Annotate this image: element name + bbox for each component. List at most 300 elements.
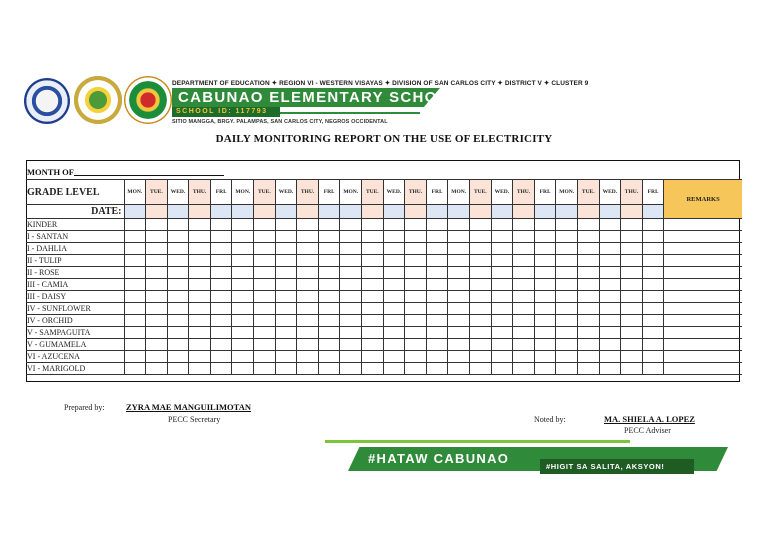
monitoring-cell[interactable] xyxy=(124,279,146,291)
monitoring-cell[interactable] xyxy=(556,327,578,339)
monitoring-cell[interactable] xyxy=(426,231,448,243)
date-cell[interactable] xyxy=(146,205,168,219)
monitoring-cell[interactable] xyxy=(362,291,384,303)
monitoring-cell[interactable] xyxy=(124,219,146,231)
monitoring-cell[interactable] xyxy=(297,267,319,279)
monitoring-cell[interactable] xyxy=(621,255,643,267)
monitoring-cell[interactable] xyxy=(534,255,556,267)
monitoring-cell[interactable] xyxy=(448,303,470,315)
monitoring-cell[interactable] xyxy=(534,351,556,363)
monitoring-cell[interactable] xyxy=(383,327,405,339)
monitoring-cell[interactable] xyxy=(405,279,427,291)
monitoring-cell[interactable] xyxy=(642,315,664,327)
monitoring-cell[interactable] xyxy=(621,243,643,255)
monitoring-cell[interactable] xyxy=(275,243,297,255)
monitoring-cell[interactable] xyxy=(167,219,189,231)
date-cell[interactable] xyxy=(534,205,556,219)
monitoring-cell[interactable] xyxy=(232,255,254,267)
monitoring-cell[interactable] xyxy=(405,339,427,351)
monitoring-cell[interactable] xyxy=(405,303,427,315)
monitoring-cell[interactable] xyxy=(448,327,470,339)
monitoring-cell[interactable] xyxy=(513,363,535,375)
monitoring-cell[interactable] xyxy=(297,255,319,267)
monitoring-cell[interactable] xyxy=(405,363,427,375)
monitoring-cell[interactable] xyxy=(470,267,492,279)
monitoring-cell[interactable] xyxy=(513,255,535,267)
monitoring-cell[interactable] xyxy=(167,303,189,315)
monitoring-cell[interactable] xyxy=(426,327,448,339)
date-cell[interactable] xyxy=(275,205,297,219)
monitoring-cell[interactable] xyxy=(362,363,384,375)
monitoring-cell[interactable] xyxy=(232,279,254,291)
monitoring-cell[interactable] xyxy=(146,243,168,255)
monitoring-cell[interactable] xyxy=(318,267,340,279)
monitoring-cell[interactable] xyxy=(448,255,470,267)
monitoring-cell[interactable] xyxy=(232,243,254,255)
date-cell[interactable] xyxy=(210,205,232,219)
monitoring-cell[interactable] xyxy=(210,243,232,255)
monitoring-cell[interactable] xyxy=(297,291,319,303)
monitoring-cell[interactable] xyxy=(621,351,643,363)
monitoring-cell[interactable] xyxy=(124,267,146,279)
monitoring-cell[interactable] xyxy=(621,327,643,339)
monitoring-cell[interactable] xyxy=(297,279,319,291)
monitoring-cell[interactable] xyxy=(189,267,211,279)
monitoring-cell[interactable] xyxy=(383,303,405,315)
monitoring-cell[interactable] xyxy=(383,243,405,255)
monitoring-cell[interactable] xyxy=(232,219,254,231)
monitoring-cell[interactable] xyxy=(426,255,448,267)
monitoring-cell[interactable] xyxy=(642,267,664,279)
monitoring-cell[interactable] xyxy=(232,315,254,327)
date-cell[interactable] xyxy=(167,205,189,219)
date-cell[interactable] xyxy=(556,205,578,219)
monitoring-cell[interactable] xyxy=(642,243,664,255)
monitoring-cell[interactable] xyxy=(448,363,470,375)
monitoring-cell[interactable] xyxy=(534,315,556,327)
date-cell[interactable] xyxy=(577,205,599,219)
monitoring-cell[interactable] xyxy=(254,351,276,363)
monitoring-cell[interactable] xyxy=(232,291,254,303)
date-cell[interactable] xyxy=(189,205,211,219)
monitoring-cell[interactable] xyxy=(362,219,384,231)
date-cell[interactable] xyxy=(642,205,664,219)
monitoring-cell[interactable] xyxy=(599,219,621,231)
monitoring-cell[interactable] xyxy=(232,327,254,339)
monitoring-cell[interactable] xyxy=(318,255,340,267)
monitoring-cell[interactable] xyxy=(556,243,578,255)
monitoring-cell[interactable] xyxy=(340,351,362,363)
remarks-cell[interactable] xyxy=(664,231,742,243)
monitoring-cell[interactable] xyxy=(491,279,513,291)
monitoring-cell[interactable] xyxy=(340,303,362,315)
monitoring-cell[interactable] xyxy=(189,255,211,267)
date-cell[interactable] xyxy=(383,205,405,219)
monitoring-cell[interactable] xyxy=(340,363,362,375)
monitoring-cell[interactable] xyxy=(318,231,340,243)
monitoring-cell[interactable] xyxy=(534,291,556,303)
monitoring-cell[interactable] xyxy=(470,351,492,363)
monitoring-cell[interactable] xyxy=(599,327,621,339)
monitoring-cell[interactable] xyxy=(146,219,168,231)
monitoring-cell[interactable] xyxy=(254,291,276,303)
monitoring-cell[interactable] xyxy=(405,351,427,363)
monitoring-cell[interactable] xyxy=(642,219,664,231)
monitoring-cell[interactable] xyxy=(405,291,427,303)
monitoring-cell[interactable] xyxy=(254,243,276,255)
monitoring-cell[interactable] xyxy=(210,363,232,375)
date-cell[interactable] xyxy=(448,205,470,219)
monitoring-cell[interactable] xyxy=(318,315,340,327)
monitoring-cell[interactable] xyxy=(621,279,643,291)
monitoring-cell[interactable] xyxy=(426,291,448,303)
monitoring-cell[interactable] xyxy=(405,327,427,339)
monitoring-cell[interactable] xyxy=(426,279,448,291)
monitoring-cell[interactable] xyxy=(318,219,340,231)
monitoring-cell[interactable] xyxy=(491,339,513,351)
monitoring-cell[interactable] xyxy=(362,243,384,255)
monitoring-cell[interactable] xyxy=(210,219,232,231)
monitoring-cell[interactable] xyxy=(146,303,168,315)
monitoring-cell[interactable] xyxy=(146,327,168,339)
monitoring-cell[interactable] xyxy=(275,303,297,315)
date-cell[interactable] xyxy=(340,205,362,219)
monitoring-cell[interactable] xyxy=(513,279,535,291)
monitoring-cell[interactable] xyxy=(642,291,664,303)
monitoring-cell[interactable] xyxy=(124,243,146,255)
monitoring-cell[interactable] xyxy=(577,243,599,255)
monitoring-cell[interactable] xyxy=(362,279,384,291)
date-cell[interactable] xyxy=(318,205,340,219)
remarks-cell[interactable] xyxy=(664,243,742,255)
monitoring-cell[interactable] xyxy=(362,255,384,267)
monitoring-cell[interactable] xyxy=(340,267,362,279)
monitoring-cell[interactable] xyxy=(318,303,340,315)
date-cell[interactable] xyxy=(254,205,276,219)
monitoring-cell[interactable] xyxy=(491,351,513,363)
monitoring-cell[interactable] xyxy=(599,303,621,315)
monitoring-cell[interactable] xyxy=(491,291,513,303)
remarks-cell[interactable] xyxy=(664,255,742,267)
monitoring-cell[interactable] xyxy=(167,243,189,255)
monitoring-cell[interactable] xyxy=(599,291,621,303)
monitoring-cell[interactable] xyxy=(448,267,470,279)
monitoring-cell[interactable] xyxy=(405,267,427,279)
monitoring-cell[interactable] xyxy=(470,363,492,375)
monitoring-cell[interactable] xyxy=(513,291,535,303)
monitoring-cell[interactable] xyxy=(318,291,340,303)
monitoring-cell[interactable] xyxy=(232,231,254,243)
monitoring-cell[interactable] xyxy=(340,339,362,351)
monitoring-cell[interactable] xyxy=(210,279,232,291)
monitoring-cell[interactable] xyxy=(534,231,556,243)
date-cell[interactable] xyxy=(124,205,146,219)
monitoring-cell[interactable] xyxy=(254,315,276,327)
monitoring-cell[interactable] xyxy=(513,303,535,315)
monitoring-cell[interactable] xyxy=(383,231,405,243)
monitoring-cell[interactable] xyxy=(491,255,513,267)
date-cell[interactable] xyxy=(470,205,492,219)
monitoring-cell[interactable] xyxy=(146,351,168,363)
monitoring-cell[interactable] xyxy=(405,243,427,255)
monitoring-cell[interactable] xyxy=(491,219,513,231)
monitoring-cell[interactable] xyxy=(232,303,254,315)
monitoring-cell[interactable] xyxy=(232,363,254,375)
monitoring-cell[interactable] xyxy=(167,351,189,363)
monitoring-cell[interactable] xyxy=(167,327,189,339)
monitoring-cell[interactable] xyxy=(297,303,319,315)
monitoring-cell[interactable] xyxy=(426,243,448,255)
remarks-cell[interactable] xyxy=(664,303,742,315)
monitoring-cell[interactable] xyxy=(556,315,578,327)
monitoring-cell[interactable] xyxy=(405,255,427,267)
monitoring-cell[interactable] xyxy=(642,339,664,351)
monitoring-cell[interactable] xyxy=(577,219,599,231)
monitoring-cell[interactable] xyxy=(362,339,384,351)
monitoring-cell[interactable] xyxy=(167,255,189,267)
monitoring-cell[interactable] xyxy=(232,267,254,279)
monitoring-cell[interactable] xyxy=(254,267,276,279)
monitoring-cell[interactable] xyxy=(448,219,470,231)
monitoring-cell[interactable] xyxy=(513,315,535,327)
monitoring-cell[interactable] xyxy=(362,351,384,363)
monitoring-cell[interactable] xyxy=(513,327,535,339)
monitoring-cell[interactable] xyxy=(275,339,297,351)
monitoring-cell[interactable] xyxy=(275,327,297,339)
monitoring-cell[interactable] xyxy=(146,315,168,327)
monitoring-cell[interactable] xyxy=(556,351,578,363)
monitoring-cell[interactable] xyxy=(599,231,621,243)
date-cell[interactable] xyxy=(599,205,621,219)
monitoring-cell[interactable] xyxy=(362,231,384,243)
remarks-cell[interactable] xyxy=(664,267,742,279)
monitoring-cell[interactable] xyxy=(556,267,578,279)
monitoring-cell[interactable] xyxy=(491,231,513,243)
monitoring-cell[interactable] xyxy=(210,327,232,339)
monitoring-cell[interactable] xyxy=(254,303,276,315)
monitoring-cell[interactable] xyxy=(210,291,232,303)
monitoring-cell[interactable] xyxy=(577,315,599,327)
monitoring-cell[interactable] xyxy=(513,219,535,231)
monitoring-cell[interactable] xyxy=(470,339,492,351)
monitoring-cell[interactable] xyxy=(297,315,319,327)
monitoring-cell[interactable] xyxy=(534,243,556,255)
monitoring-cell[interactable] xyxy=(167,339,189,351)
monitoring-cell[interactable] xyxy=(556,219,578,231)
monitoring-cell[interactable] xyxy=(383,291,405,303)
monitoring-cell[interactable] xyxy=(426,303,448,315)
monitoring-cell[interactable] xyxy=(189,279,211,291)
monitoring-cell[interactable] xyxy=(577,303,599,315)
monitoring-cell[interactable] xyxy=(167,279,189,291)
monitoring-cell[interactable] xyxy=(599,363,621,375)
monitoring-cell[interactable] xyxy=(340,243,362,255)
date-cell[interactable] xyxy=(405,205,427,219)
remarks-cell[interactable] xyxy=(664,315,742,327)
monitoring-cell[interactable] xyxy=(254,363,276,375)
monitoring-cell[interactable] xyxy=(297,219,319,231)
monitoring-cell[interactable] xyxy=(210,255,232,267)
monitoring-cell[interactable] xyxy=(146,339,168,351)
monitoring-cell[interactable] xyxy=(146,291,168,303)
month-input-line[interactable] xyxy=(74,175,224,176)
monitoring-cell[interactable] xyxy=(534,339,556,351)
monitoring-cell[interactable] xyxy=(491,267,513,279)
monitoring-cell[interactable] xyxy=(275,267,297,279)
monitoring-cell[interactable] xyxy=(448,279,470,291)
monitoring-cell[interactable] xyxy=(556,255,578,267)
monitoring-cell[interactable] xyxy=(340,315,362,327)
monitoring-cell[interactable] xyxy=(124,255,146,267)
monitoring-cell[interactable] xyxy=(167,363,189,375)
monitoring-cell[interactable] xyxy=(189,219,211,231)
monitoring-cell[interactable] xyxy=(189,243,211,255)
monitoring-cell[interactable] xyxy=(470,315,492,327)
monitoring-cell[interactable] xyxy=(577,327,599,339)
monitoring-cell[interactable] xyxy=(534,327,556,339)
monitoring-cell[interactable] xyxy=(599,351,621,363)
monitoring-cell[interactable] xyxy=(621,303,643,315)
monitoring-cell[interactable] xyxy=(621,219,643,231)
monitoring-cell[interactable] xyxy=(146,255,168,267)
monitoring-cell[interactable] xyxy=(340,327,362,339)
monitoring-cell[interactable] xyxy=(189,291,211,303)
monitoring-cell[interactable] xyxy=(556,339,578,351)
remarks-cell[interactable] xyxy=(664,291,742,303)
monitoring-cell[interactable] xyxy=(577,363,599,375)
monitoring-cell[interactable] xyxy=(232,339,254,351)
monitoring-cell[interactable] xyxy=(297,243,319,255)
monitoring-cell[interactable] xyxy=(642,255,664,267)
monitoring-cell[interactable] xyxy=(383,339,405,351)
monitoring-cell[interactable] xyxy=(167,315,189,327)
monitoring-cell[interactable] xyxy=(297,327,319,339)
monitoring-cell[interactable] xyxy=(210,315,232,327)
monitoring-cell[interactable] xyxy=(146,363,168,375)
date-cell[interactable] xyxy=(426,205,448,219)
monitoring-cell[interactable] xyxy=(470,243,492,255)
monitoring-cell[interactable] xyxy=(383,279,405,291)
monitoring-cell[interactable] xyxy=(275,219,297,231)
monitoring-cell[interactable] xyxy=(556,303,578,315)
monitoring-cell[interactable] xyxy=(146,279,168,291)
monitoring-cell[interactable] xyxy=(599,339,621,351)
monitoring-cell[interactable] xyxy=(340,231,362,243)
monitoring-cell[interactable] xyxy=(297,363,319,375)
monitoring-cell[interactable] xyxy=(318,363,340,375)
monitoring-cell[interactable] xyxy=(362,327,384,339)
monitoring-cell[interactable] xyxy=(621,231,643,243)
monitoring-cell[interactable] xyxy=(232,351,254,363)
monitoring-cell[interactable] xyxy=(167,291,189,303)
remarks-cell[interactable] xyxy=(664,339,742,351)
monitoring-cell[interactable] xyxy=(621,267,643,279)
monitoring-cell[interactable] xyxy=(556,363,578,375)
monitoring-cell[interactable] xyxy=(275,315,297,327)
monitoring-cell[interactable] xyxy=(448,315,470,327)
monitoring-cell[interactable] xyxy=(275,363,297,375)
monitoring-cell[interactable] xyxy=(210,339,232,351)
monitoring-cell[interactable] xyxy=(556,279,578,291)
monitoring-cell[interactable] xyxy=(254,231,276,243)
monitoring-cell[interactable] xyxy=(599,255,621,267)
monitoring-cell[interactable] xyxy=(254,279,276,291)
monitoring-cell[interactable] xyxy=(491,327,513,339)
monitoring-cell[interactable] xyxy=(470,255,492,267)
monitoring-cell[interactable] xyxy=(383,267,405,279)
monitoring-cell[interactable] xyxy=(275,231,297,243)
date-cell[interactable] xyxy=(232,205,254,219)
monitoring-cell[interactable] xyxy=(426,351,448,363)
monitoring-cell[interactable] xyxy=(167,231,189,243)
monitoring-cell[interactable] xyxy=(275,255,297,267)
date-cell[interactable] xyxy=(362,205,384,219)
monitoring-cell[interactable] xyxy=(470,303,492,315)
monitoring-cell[interactable] xyxy=(189,363,211,375)
monitoring-cell[interactable] xyxy=(297,231,319,243)
monitoring-cell[interactable] xyxy=(470,291,492,303)
monitoring-cell[interactable] xyxy=(362,303,384,315)
monitoring-cell[interactable] xyxy=(167,267,189,279)
remarks-cell[interactable] xyxy=(664,351,742,363)
monitoring-cell[interactable] xyxy=(513,339,535,351)
monitoring-cell[interactable] xyxy=(275,279,297,291)
monitoring-cell[interactable] xyxy=(599,267,621,279)
monitoring-cell[interactable] xyxy=(426,267,448,279)
monitoring-cell[interactable] xyxy=(621,315,643,327)
monitoring-cell[interactable] xyxy=(577,267,599,279)
monitoring-cell[interactable] xyxy=(621,363,643,375)
remarks-cell[interactable] xyxy=(664,219,742,231)
monitoring-cell[interactable] xyxy=(189,315,211,327)
monitoring-cell[interactable] xyxy=(362,315,384,327)
monitoring-cell[interactable] xyxy=(491,243,513,255)
monitoring-cell[interactable] xyxy=(577,351,599,363)
monitoring-cell[interactable] xyxy=(577,279,599,291)
monitoring-cell[interactable] xyxy=(124,231,146,243)
monitoring-cell[interactable] xyxy=(297,339,319,351)
monitoring-cell[interactable] xyxy=(577,291,599,303)
monitoring-cell[interactable] xyxy=(146,267,168,279)
monitoring-cell[interactable] xyxy=(318,279,340,291)
monitoring-cell[interactable] xyxy=(124,315,146,327)
monitoring-cell[interactable] xyxy=(642,231,664,243)
monitoring-cell[interactable] xyxy=(275,291,297,303)
monitoring-cell[interactable] xyxy=(577,231,599,243)
monitoring-cell[interactable] xyxy=(491,303,513,315)
monitoring-cell[interactable] xyxy=(210,303,232,315)
monitoring-cell[interactable] xyxy=(405,231,427,243)
date-cell[interactable] xyxy=(491,205,513,219)
monitoring-cell[interactable] xyxy=(534,303,556,315)
monitoring-cell[interactable] xyxy=(534,363,556,375)
monitoring-cell[interactable] xyxy=(340,255,362,267)
monitoring-cell[interactable] xyxy=(362,267,384,279)
monitoring-cell[interactable] xyxy=(621,339,643,351)
monitoring-cell[interactable] xyxy=(426,363,448,375)
monitoring-cell[interactable] xyxy=(599,315,621,327)
monitoring-cell[interactable] xyxy=(599,279,621,291)
monitoring-cell[interactable] xyxy=(189,339,211,351)
monitoring-cell[interactable] xyxy=(254,327,276,339)
monitoring-cell[interactable] xyxy=(340,279,362,291)
monitoring-cell[interactable] xyxy=(513,267,535,279)
monitoring-cell[interactable] xyxy=(448,291,470,303)
monitoring-cell[interactable] xyxy=(513,231,535,243)
monitoring-cell[interactable] xyxy=(577,255,599,267)
monitoring-cell[interactable] xyxy=(534,267,556,279)
monitoring-cell[interactable] xyxy=(210,231,232,243)
